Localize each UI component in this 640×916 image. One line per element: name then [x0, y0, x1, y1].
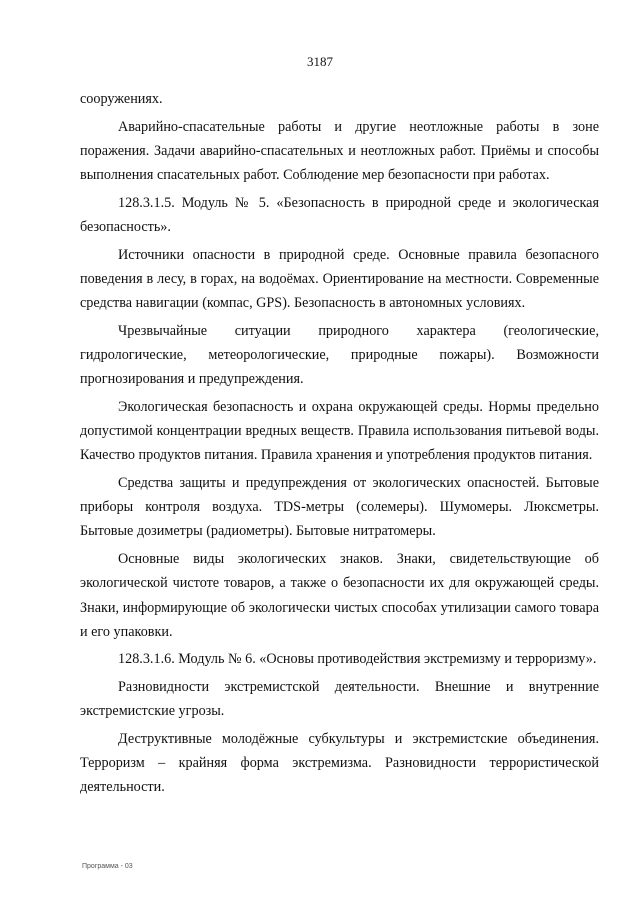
paragraph: Чрезвычайные ситуации природного характера (геологические, гидрологические, метеорологические, природные пожары). Возможности прогнозирования и предупреждения. — [80, 322, 599, 388]
paragraph: Деструктивные молодёжные субкультуры и экстремистские объединения. Терроризм – крайняя форма экстремизма. Разновидности террористической деятельности. — [80, 731, 599, 796]
document-body — [80, 87, 599, 803]
paragraph: Экологическая безопасность и охрана окружающей среды. Нормы предельно допустимой концентрации вредных веществ. Правила использования питьевой воды. Качество продуктов питания. Правила хранения и употребления продуктов питания. — [80, 398, 599, 464]
paragraph: Основные виды экологических знаков. Знаки, свидетельствующие об экологической чистоте товаров, а также о безопасности их для окружающей среды. Знаки, информирующие об экологически чистых способах утилизации самого товара и его упаковки. — [80, 551, 599, 640]
section-heading-module-6: 128.3.1.6. Модуль № 6. «Основы противодействия экстремизму и терроризму». — [118, 651, 597, 668]
page-number: 3187 — [307, 54, 333, 69]
paragraph: Разновидности экстремистской деятельности. Внешние и внутренние экстремистские угрозы. — [80, 679, 599, 720]
footer-label: Программа - 03 — [82, 863, 133, 870]
paragraph: Средства защиты и предупреждения от экологических опасностей. Бытовые приборы контроля воздуха. TDS-метры (солемеры). Шумомеры. Люксметры. Бытовые дозиметры (радиометры). Бытовые нитратомеры. — [80, 475, 599, 540]
paragraph-continuation: сооружениях. — [80, 91, 163, 107]
paragraph: Аварийно-спасательные работы и другие неотложные работы в зоне поражения. Задачи аварийно-спасательных и неотложных работ. Приёмы и способы выполнения спасательных работ. Соблюдение мер безопасности при работах. — [80, 118, 599, 184]
section-heading-module-5: 128.3.1.5. Модуль № 5. «Безопасность в природной среде и экологическая безопасность». — [80, 194, 599, 236]
paragraph: Источники опасности в природной среде. Основные правила безопасного поведения в лесу, в горах, на водоёмах. Ориентирование на местности. Современные средства навигации (компас, GPS). Безопасность в автономных условиях. — [80, 246, 599, 312]
